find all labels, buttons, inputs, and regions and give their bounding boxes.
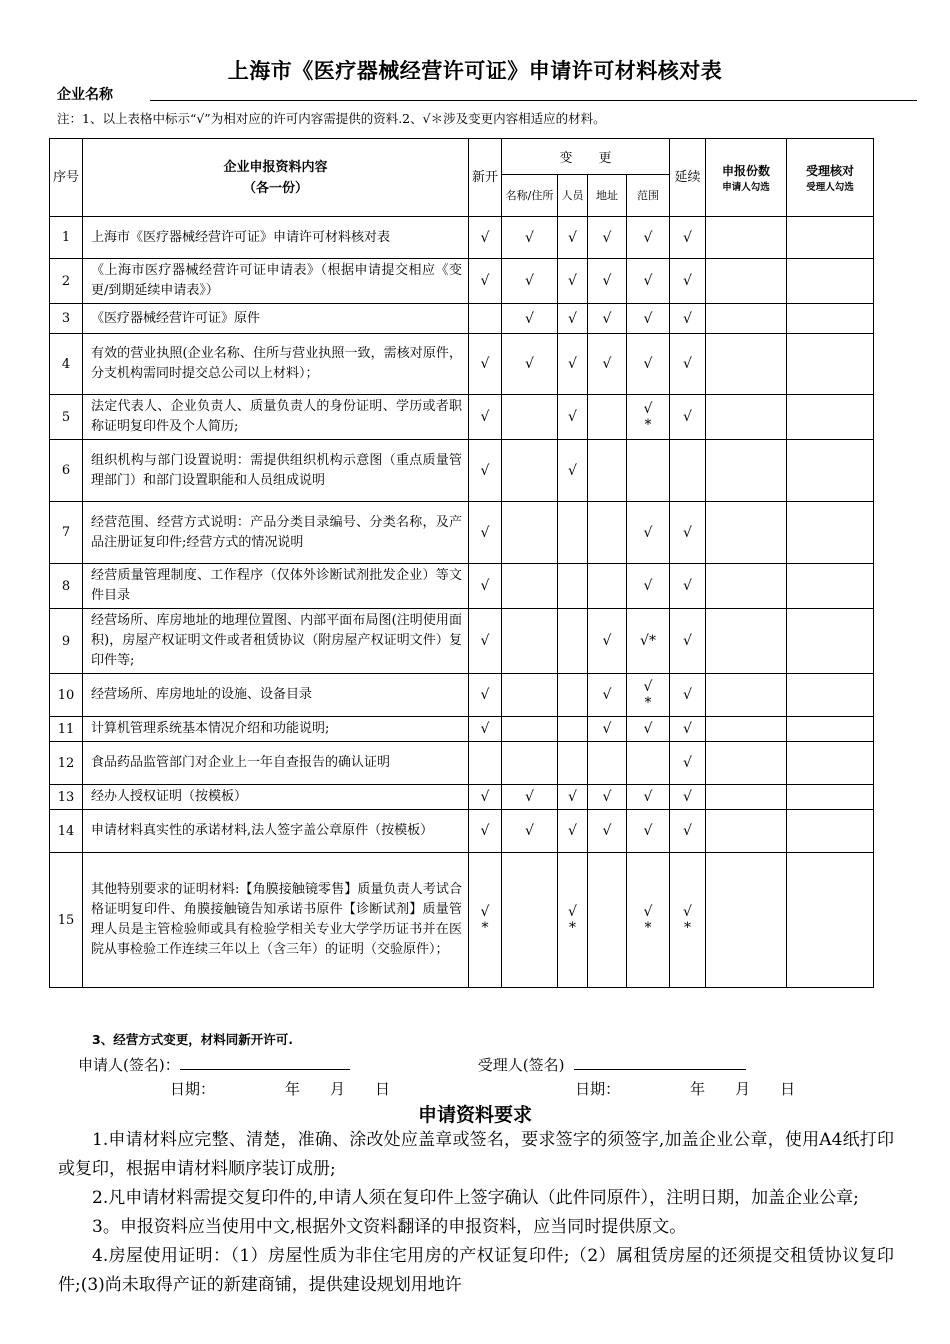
table-row: [50, 785, 874, 810]
mark-change-scope: √: [627, 217, 670, 259]
mark-new: √: [469, 395, 502, 440]
header-change-staff: 人员: [558, 175, 588, 217]
company-name-line[interactable]: [150, 100, 917, 101]
checkbox-copies[interactable]: [706, 564, 787, 609]
mark-change-addr: [588, 853, 627, 988]
mark-change-name: [502, 395, 558, 440]
receiver-date-label: 日期：: [575, 1080, 621, 1098]
requirements-title: 申请资料要求: [417, 1104, 532, 1126]
mark-change-staff: [558, 674, 588, 717]
header-seq: 序号: [50, 139, 83, 217]
row-number: 5: [50, 395, 83, 440]
row-description: 经营场所、库房地址的设施、设备目录: [83, 674, 469, 717]
document-title: 上海市《医疗器械经营许可证》申请许可材料核对表: [227, 59, 723, 83]
mark-change-addr: [588, 395, 627, 440]
header-check: [787, 139, 874, 217]
mark-change-name: [502, 609, 558, 674]
table-row: [50, 717, 874, 742]
table-row: [50, 853, 874, 988]
receiver-date-month: 月: [735, 1080, 751, 1098]
row-description: 经办人授权证明（按模板）: [83, 785, 469, 810]
checkbox-check[interactable]: [787, 334, 874, 395]
table-row: [50, 395, 874, 440]
checkbox-check[interactable]: [787, 742, 874, 785]
row-description: 申请材料真实性的承诺材料,法人签字盖公章原件（按模板）: [83, 810, 469, 853]
mark-change-staff: √: [558, 217, 588, 259]
company-name-row: [57, 84, 917, 104]
checkbox-copies[interactable]: [706, 609, 787, 674]
row-number: 7: [50, 502, 83, 564]
company-name-label: 企业名称: [57, 87, 113, 103]
mark-change-staff: [558, 717, 588, 742]
checkbox-check[interactable]: [787, 259, 874, 304]
checklist-table: [49, 138, 874, 988]
table-row: [50, 334, 874, 395]
mark-change-name: [502, 742, 558, 785]
row-description: 经营场所、库房地址的地理位置图、内部平面布局图(注明使用面积)，房屋产权证明文件或者租赁协议（附房屋产权证明文件）复印件等;: [83, 609, 469, 674]
mark-extend: √: [670, 395, 706, 440]
requirement-item: 2.凡申请材料需提交复印件的,申请人须在复印件上签字确认（此件同原件），注明日期，加盖企业公章;: [92, 1188, 859, 1208]
mark-extend: √: [670, 609, 706, 674]
checkbox-copies[interactable]: [706, 259, 787, 304]
mark-change-scope: √ *: [627, 674, 670, 717]
header-copies-sub: 申请人勾选: [722, 182, 770, 193]
mark-extend: √: [670, 259, 706, 304]
mark-extend: √: [670, 304, 706, 334]
table-row: [50, 304, 874, 334]
header-content: [83, 139, 469, 217]
mark-new: [469, 304, 502, 334]
table-row: [50, 810, 874, 853]
mark-extend: √: [670, 717, 706, 742]
header-copies-title: 申报份数: [722, 164, 771, 178]
mark-change-staff: √: [558, 334, 588, 395]
row-description: 《医疗器械经营许可证》原件: [83, 304, 469, 334]
header-content-title: 企业申报资料内容: [223, 159, 328, 175]
mark-change-staff: √: [558, 785, 588, 810]
table-body: [50, 217, 874, 988]
mark-change-scope: √ *: [627, 853, 670, 988]
mark-change-name: [502, 564, 558, 609]
row-number: 10: [50, 674, 83, 717]
mark-change-scope: √ *: [627, 395, 670, 440]
mark-change-addr: √: [588, 674, 627, 717]
mark-change-addr: √: [588, 609, 627, 674]
header-check-sub: 受理人勾选: [806, 182, 854, 193]
checkbox-copies[interactable]: [706, 502, 787, 564]
mark-change-scope: √: [627, 502, 670, 564]
checkbox-copies[interactable]: [706, 304, 787, 334]
signature-row: [78, 1054, 746, 1075]
mark-change-scope: √*: [627, 609, 670, 674]
mark-change-addr: [588, 502, 627, 564]
row-description: 经营质量管理制度、工作程序（仅体外诊断试剂批发企业）等文件目录: [83, 564, 469, 609]
mark-change-staff: √ *: [558, 853, 588, 988]
mark-extend: √: [670, 810, 706, 853]
table-row: [50, 742, 874, 785]
table-row: [50, 502, 874, 564]
mark-change-name: √: [502, 217, 558, 259]
mark-change-name: √: [502, 810, 558, 853]
mark-change-scope: √: [627, 564, 670, 609]
checkbox-check[interactable]: [787, 717, 874, 742]
header-copies: [706, 139, 787, 217]
mark-change-scope: √: [627, 304, 670, 334]
method-change-note: 3、经营方式变更，材料同新开许可.: [92, 1032, 293, 1047]
mark-change-scope: √: [627, 785, 670, 810]
checkbox-copies[interactable]: [706, 674, 787, 717]
table-row: [50, 609, 874, 674]
header-content-sub: （各一份）: [242, 180, 308, 196]
row-number: 15: [50, 853, 83, 988]
mark-new: √: [469, 717, 502, 742]
requirements-list: [58, 1126, 894, 1300]
mark-new: √: [469, 564, 502, 609]
mark-change-name: [502, 717, 558, 742]
receiver-date-day: 日: [780, 1080, 796, 1098]
receiver-sign-line[interactable]: [574, 1069, 746, 1070]
mark-change-name: √: [502, 334, 558, 395]
header-change-scope: 范围: [627, 175, 670, 217]
row-number: 1: [50, 217, 83, 259]
mark-new: √: [469, 609, 502, 674]
mark-change-staff: √: [558, 259, 588, 304]
header-new: 新开: [469, 139, 502, 217]
row-number: 14: [50, 810, 83, 853]
row-number: 9: [50, 609, 83, 674]
mark-extend: √: [670, 742, 706, 785]
mark-extend: [670, 440, 706, 502]
mark-new: √: [469, 259, 502, 304]
checkbox-copies[interactable]: [706, 440, 787, 502]
applicant-sign-line[interactable]: [180, 1069, 350, 1070]
mark-change-addr: √: [588, 717, 627, 742]
table-row: [50, 440, 874, 502]
header-change: 变 更: [502, 139, 670, 175]
table-row: [50, 564, 874, 609]
table-row: [50, 217, 874, 259]
requirement-item: 3。申报资料应当使用中文,根据外文资料翻译的申报资料，应当同时提供原文。: [92, 1217, 687, 1237]
mark-change-scope: [627, 440, 670, 502]
row-number: 6: [50, 440, 83, 502]
row-description: 法定代表人、企业负责人、质量负责人的身份证明、学历或者职称证明复印件及个人简历;: [83, 395, 469, 440]
row-description: 经营范围、经营方式说明：产品分类目录编号、分类名称，及产品注册证复印件;经营方式的情况说明: [83, 502, 469, 564]
row-number: 13: [50, 785, 83, 810]
mark-new: √: [469, 217, 502, 259]
checkbox-copies[interactable]: [706, 785, 787, 810]
row-number: 12: [50, 742, 83, 785]
checkbox-check[interactable]: [787, 217, 874, 259]
checkbox-copies[interactable]: [706, 853, 787, 988]
receiver-sign-label: 受理人(签名): [477, 1056, 565, 1074]
mark-extend: √: [670, 502, 706, 564]
checkbox-check[interactable]: [787, 502, 874, 564]
mark-change-scope: √: [627, 810, 670, 853]
mark-new: √ *: [469, 853, 502, 988]
row-description: 其他特别要求的证明材料:【角膜接触镜零售】质量负责人考试合格证明复印件、角膜接触镜告知承诺书原件【诊断试剂】质量管理人员是主管检验师或具有检验学相关专业大学学历证书并在医院从事检验工作连续三年以上（含三年）的证明（交验原件）；: [83, 853, 469, 988]
mark-change-name: [502, 440, 558, 502]
mark-new: √: [469, 810, 502, 853]
mark-new: √: [469, 502, 502, 564]
mark-change-name: [502, 674, 558, 717]
mark-change-name: √: [502, 785, 558, 810]
table-note: 注：1、以上表格中标示“√”为相对应的许可内容需提供的资料.2、√＊涉及变更内容相适应的材料。: [57, 111, 606, 126]
checkbox-check[interactable]: [787, 810, 874, 853]
row-number: 3: [50, 304, 83, 334]
checkbox-check[interactable]: [787, 609, 874, 674]
checkbox-check[interactable]: [787, 304, 874, 334]
row-description: 《上海市医疗器械经营许可证申请表》（根据申请提交相应《变更/到期延续申请表》）: [83, 259, 469, 304]
mark-new: √: [469, 674, 502, 717]
mark-new: √: [469, 785, 502, 810]
mark-extend: √: [670, 785, 706, 810]
mark-change-name: [502, 502, 558, 564]
mark-change-scope: √: [627, 334, 670, 395]
mark-change-addr: √: [588, 810, 627, 853]
mark-change-addr: [588, 440, 627, 502]
mark-change-addr: [588, 564, 627, 609]
applicant-date-month: 月: [330, 1080, 346, 1098]
mark-change-staff: √: [558, 395, 588, 440]
row-description: 组织机构与部门设置说明：需提供组织机构示意图（重点质量管理部门）和部门设置职能和人员组成说明: [83, 440, 469, 502]
header-extend: 延续: [670, 139, 706, 217]
mark-change-name: [502, 853, 558, 988]
applicant-date-label: 日期：: [170, 1080, 216, 1098]
row-number: 2: [50, 259, 83, 304]
mark-change-scope: √: [627, 259, 670, 304]
mark-new: √: [469, 440, 502, 502]
table-row: [50, 674, 874, 717]
row-description: 食品药品监管部门对企业上一年自查报告的确认证明: [83, 742, 469, 785]
row-description: 上海市《医疗器械经营许可证》申请许可材料核对表: [83, 217, 469, 259]
checkbox-copies[interactable]: [706, 717, 787, 742]
checkbox-copies[interactable]: [706, 810, 787, 853]
header-check-title: 受理核对: [806, 164, 855, 178]
checkbox-check[interactable]: [787, 440, 874, 502]
mark-change-addr: √: [588, 217, 627, 259]
checkbox-check[interactable]: [787, 395, 874, 440]
row-number: 11: [50, 717, 83, 742]
requirement-item: 4.房屋使用证明：（1）房屋性质为非住宅用房的产权证复印件;（2）属租赁房屋的还须提交租赁协议复印件;(3)尚未取得产证的新建商铺，提供建设规划用地许: [58, 1246, 894, 1295]
mark-change-name: √: [502, 304, 558, 334]
header-change-name: 名称/住所: [502, 175, 558, 217]
table-row: [50, 259, 874, 304]
receiver-date-year: 年: [690, 1080, 706, 1098]
row-description: 计算机管理系统基本情况介绍和功能说明;: [83, 717, 469, 742]
mark-change-scope: √: [627, 717, 670, 742]
mark-change-name: √: [502, 259, 558, 304]
mark-change-staff: [558, 609, 588, 674]
mark-change-staff: √: [558, 440, 588, 502]
date-row: [170, 1078, 795, 1099]
checkbox-copies[interactable]: [706, 395, 787, 440]
mark-change-staff: [558, 502, 588, 564]
row-description: 有效的营业执照(企业名称、住所与营业执照一致，需核对原件，分支机构需同时提交总公司以上材料）；: [83, 334, 469, 395]
applicant-sign-label: 申请人(签名)：: [78, 1056, 180, 1074]
checkbox-copies[interactable]: [706, 742, 787, 785]
mark-extend: √: [670, 217, 706, 259]
checkbox-check[interactable]: [787, 785, 874, 810]
mark-extend: √: [670, 334, 706, 395]
mark-extend: √: [670, 674, 706, 717]
mark-extend: √: [670, 564, 706, 609]
checkbox-copies[interactable]: [706, 334, 787, 395]
mark-change-addr: √: [588, 304, 627, 334]
mark-change-staff: [558, 564, 588, 609]
mark-new: √: [469, 334, 502, 395]
row-number: 4: [50, 334, 83, 395]
mark-change-addr: √: [588, 259, 627, 304]
header-change-addr: 地址: [588, 175, 627, 217]
row-number: 8: [50, 564, 83, 609]
mark-extend: √ *: [670, 853, 706, 988]
mark-change-addr: √: [588, 785, 627, 810]
applicant-date-day: 日: [375, 1080, 391, 1098]
mark-change-addr: [588, 742, 627, 785]
mark-change-staff: √: [558, 810, 588, 853]
requirement-item: 1.申请材料应完整、清楚，准确、涂改处应盖章或签名，要求签字的须签字,加盖企业公章，使用A4纸打印或复印，根据申请材料顺序装订成册;: [58, 1130, 894, 1179]
mark-change-scope: [627, 742, 670, 785]
checkbox-check[interactable]: [787, 853, 874, 988]
mark-change-addr: √: [588, 334, 627, 395]
checkbox-check[interactable]: [787, 564, 874, 609]
mark-new: [469, 742, 502, 785]
mark-change-staff: [558, 742, 588, 785]
applicant-date-year: 年: [285, 1080, 301, 1098]
mark-change-staff: √: [558, 304, 588, 334]
checkbox-copies[interactable]: [706, 217, 787, 259]
checkbox-check[interactable]: [787, 674, 874, 717]
